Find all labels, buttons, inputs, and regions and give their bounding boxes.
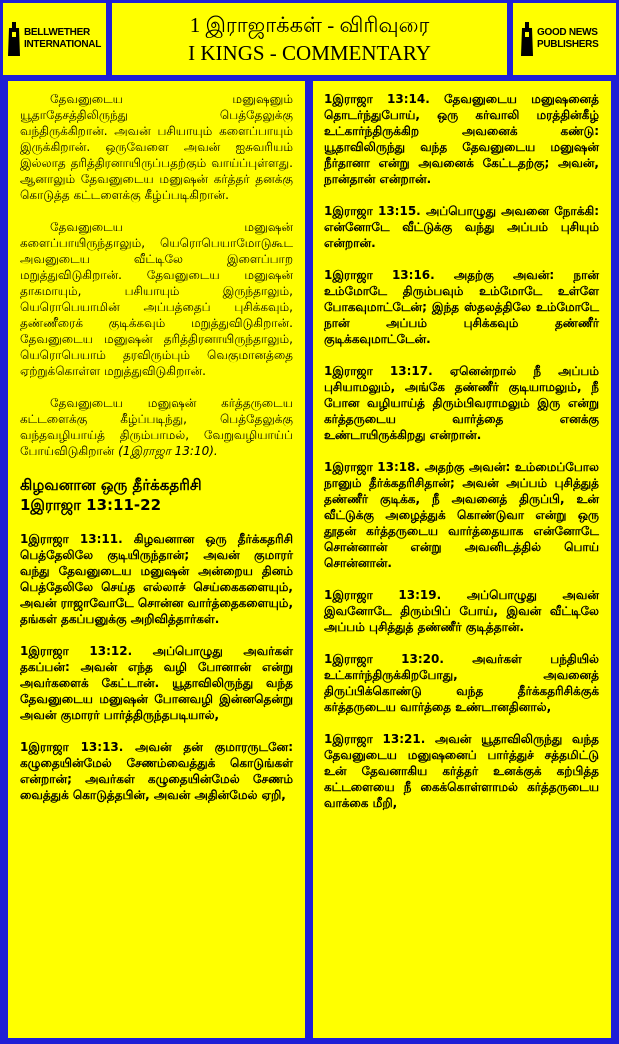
- verse-paragraph: 1இராஜா 13:17. ஏனென்றால் நீ அப்பம் புசியாமலும், அங்கே தண்ணீர் குடியாமலும், நீ போன வழியாய்த் திரும்பிவராமலும் இரு என்று கர்த்தருடைய வார்த்தை எனக்கு உண்டாயிருக்கிறது என்றான்.: [324, 364, 599, 442]
- section-heading-reference: 1இராஜா 13:11-22: [20, 496, 162, 514]
- right-logo-text: GOOD NEWS PUBLISHERS: [537, 27, 599, 50]
- verse-paragraph: 1இராஜா 13:14. தேவனுடைய மனுஷனைத் தொடர்ந்துபோய், ஒரு கர்வாலி மரத்தின்கீழ் உட்கார்ந்திருக்கிற அவனைக் கண்டு: யூதாவிலிருந்து வந்த தேவனுடைய மனுஷன் நீர்தானா என்று அவனைக் கேட்டதற்கு; அவன், நான்தான் என்றான்.: [324, 92, 599, 186]
- left-logo-text: BELLWETHER INTERNATIONAL: [24, 27, 102, 50]
- verse-paragraph: 1இராஜா 13:13. அவன் தன் குமாரருடனே: கழுதையின்மேல் சேணம்வைத்துக் கொடுங்கள் என்றான்; அவர்கள் கழுதையின்மேல் சேணம் வைத்துக் கொடுத்தபின், அவன் அதின்மேல் ஏறி,: [20, 740, 293, 802]
- left-column: [8, 81, 305, 1038]
- verse-paragraph: 1இராஜா 13:20. அவர்கள் பந்தியில் உட்கார்ந்திருக்கிறபோது, அவனைத் திருப்பிக்கொண்டு வந்த தீர்க்கதரிசிக்குக் கர்த்தருடைய வார்த்தை உண்டானதினால்,: [324, 652, 599, 714]
- bell-tower-icon: [7, 22, 21, 56]
- section-heading-title: கிழவனான ஒரு தீர்க்கதரிசி: [20, 476, 202, 494]
- page-header: [3, 3, 616, 75]
- commentary-paragraph: தேவனுடைய மனுஷனும் யூதாதேசத்திலிருந்து பெத்தேலுக்கு வந்திருக்கிறான். அவன் பசியாயும் களைப்பாயும் இருக்கிறான். ஒருவேளை அவன் ஐசுவரியம் இல்லாத தரித்திரனாயிருப்பதற்கும் வாய்ப்புள்ளது. ஆனாலும் தேவனுடைய மனுஷன் கர்த்தர் தனக்கு கொடுத்த கட்டளைக்கு கீழ்ப்படிகிறான்.: [20, 92, 293, 202]
- verse-paragraph: 1இராஜா 13:11. கிழவனான ஒரு தீர்க்கதரிசி பெத்தேலிலே குடியிருந்தான்; அவன் குமாரர் வந்து தேவனுடைய மனுஷன் அன்றைய தினம் பெத்தேலிலே செய்த எல்லாச் செய்கைகளையும், அவன் ராஜாவோடே சொன்ன வார்த்தைகளையும், தங்கள் தகப்பனுக்கு அறிவித்தார்கள்.: [20, 532, 293, 626]
- bell-tower-icon: [520, 22, 534, 56]
- commentary-paragraph: [20, 395, 293, 459]
- page-title: [112, 3, 507, 75]
- title-english: I KINGS - COMMENTARY: [188, 41, 431, 65]
- scripture-reference: (1இராஜா 13:10).: [118, 444, 218, 458]
- verse-paragraph: 1இராஜா 13:16. அதற்கு அவன்: நான் உம்மோடே திரும்பவும் உம்மோடே உள்ளே போகவுமாட்டேன்; இந்த ஸ்தலத்திலே உம்மோடே நான் அப்பம் புசிக்கவும் தண்ணீர் குடிக்கவுமாட்டேன்.: [324, 268, 599, 346]
- verse-paragraph: 1இராஜா 13:12. அப்பொழுது அவர்கள் தகப்பன்: அவன் எந்த வழி போனான் என்று அவர்களைக் கேட்டான். யூதாவிலிருந்து வந்த தேவனுடைய மனுஷன் போனவழி இன்னதென்று அவன் குமாரர் பார்த்திருந்தபடியால்,: [20, 644, 293, 722]
- verse-paragraph: 1இராஜா 13:21. அவன் யூதாவிலிருந்து வந்த தேவனுடைய மனுஷனைப் பார்த்துச் சத்தமிட்டு உன் தேவனாகிய கர்த்தர் உனக்குக் கற்பித்த கட்டளையை நீ கைக்கொள்ளாமல் கர்த்தருடைய வாக்கை மீறி,: [324, 732, 599, 810]
- title-tamil: 1 இராஜாக்கள் - விரிவுரை: [189, 13, 430, 37]
- commentary-paragraph: தேவனுடைய மனுஷன் களைப்பாயிருந்தாலும், யெரொபெயாமோடுகூட அவனுடைய வீட்டிலே இளைப்பாற மறுத்துவிடுகிறான். தேவனுடைய மனுஷன் தாகமாயும், பசியாயும் இருந்தாலும், யெரொபெயாமின் அப்பத்தைப் புசிக்கவும், தண்ணீரைக் குடிக்கவும் மறுத்துவிடுகிறான். தேவனுடைய மனுஷன் தரித்திரனாயிருந்தாலும், யெரொபெயாம் தரவிரும்பும் வெகுமானத்தை ஏற்றுக்கொள்ள மறுத்துவிடுகிறான்.: [20, 220, 293, 378]
- section-heading: [20, 475, 293, 515]
- verse-paragraph: 1இராஜா 13:18. அதற்கு அவன்: உம்மைப்போல நானும் தீர்க்கதரிசிதான்; அவன் அப்பம் புசித்துத் தண்ணீர் குடிக்க, நீ அவனைத் திருப்பி, உன் வீட்டுக்கு அழைத்துக் கொண்டுவா என்று ஒரு தூதன் கர்த்தருடைய வார்த்தையாக என்னோடே சொன்னான் என்று அவனிடத்தில் பொய் சொன்னான்.: [324, 460, 599, 570]
- verse-paragraph: 1இராஜா 13:15. அப்பொழுது அவனை நோக்கி: என்னோடே வீட்டுக்கு வந்து அப்பம் புசியும் என்றான்.: [324, 204, 599, 250]
- good-news-logo: [513, 3, 616, 75]
- right-column: [313, 81, 611, 1038]
- verse-paragraph: 1இராஜா 13:19. அப்பொழுது அவன் இவனோடே திரும்பிப் போய், இவன் வீட்டிலே அப்பம் புசித்துத் தண்ணீர் குடித்தான்.: [324, 588, 599, 634]
- commentary-text: தேவனுடைய மனுஷன் கர்த்தருடைய கட்டளைக்கு கீழ்ப்படிந்து, பெத்தேலுக்கு வந்தவழியாய்த் திரும்பாமல், வேறுவழியாய்ப் போய்விடுகிறான்: [20, 396, 293, 458]
- bellwether-logo: [3, 3, 106, 75]
